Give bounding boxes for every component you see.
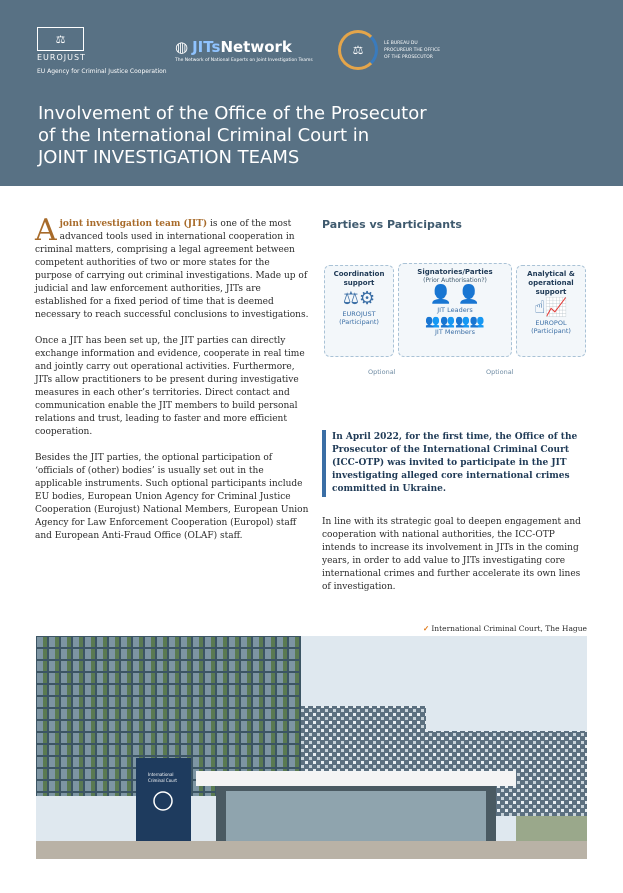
scales-icon: ⚖: [37, 27, 84, 51]
drop-cap: A: [35, 213, 57, 248]
icc-seal-icon: ⚖: [338, 30, 378, 70]
icc-otp-logo: [338, 30, 444, 70]
parties-diagram: [322, 261, 588, 401]
highlight-callout: In April 2022, for the first time, the Office of the Prosecutor of the International Criminal Court (ICC-OTP) was invited to participate in the JIT investigating alleged core international crimes committed in Ukraine.: [322, 430, 590, 497]
icc-otp-text: LE BUREAU DU PROCUREUR THE OFFICE OF THE PROSECUTOR: [384, 40, 441, 60]
title-line-2: of the International Criminal Court in: [38, 125, 370, 146]
optional-left-label: Optional: [368, 368, 396, 376]
coordination-box: [324, 265, 394, 357]
jit-members-icon: 👥👥👥👥: [425, 314, 485, 328]
jit-leaders-label: JIT Leaders: [437, 306, 473, 314]
jits-network-logo: [175, 38, 325, 63]
parties-title: Signatories/Parties: [417, 268, 493, 276]
jits-subtitle: The Network of National Experts on Joint Investigation Teams: [175, 58, 313, 63]
left-column: [35, 213, 309, 556]
icc-building-photo: [36, 636, 587, 859]
right-column: [322, 218, 588, 592]
analytical-box: [516, 265, 586, 357]
building-illustration: [36, 636, 587, 859]
page-title: [38, 103, 598, 169]
parties-box: [398, 263, 512, 357]
parties-subtitle: (Prior Authorisation?): [423, 277, 487, 284]
intro-paragraph: [35, 213, 309, 322]
europol-label: EUROPOL: [535, 319, 567, 327]
title-line-1: Involvement of the Office of the Prosecutor: [38, 103, 427, 124]
caption-text: International Criminal Court, The Hague: [431, 624, 587, 633]
intro-text: is one of the most advanced tools used in international cooperation in criminal matters, comprising a legal agreement between competent authorities of two or more states for the purpose of carrying out criminal investigations. Made up of judicial and law enforcement authorities, JITs are established for a fixed period of time that is deemed necessary to reach successful conclusions to investigations.: [35, 219, 309, 320]
optional-right-label: Optional: [486, 368, 514, 376]
header-banner: [0, 0, 623, 186]
jits-network-word: Network: [220, 38, 292, 56]
analytical-title: Analytical & operational support: [527, 270, 575, 296]
coordination-title: Coordination support: [333, 270, 385, 287]
sign-text-line: International: [148, 772, 174, 777]
globe-icon: ◍: [175, 38, 189, 56]
checkmark-icon: ✓: [423, 624, 430, 633]
photo-caption: [422, 624, 587, 633]
title-line-3: JOINT INVESTIGATION TEAMS: [38, 147, 300, 168]
eurojust-name: EUROJUST: [37, 53, 86, 62]
section-title: Parties vs Participants: [322, 218, 462, 231]
sign-text-line-2: Criminal Court: [148, 778, 177, 783]
scales-gears-icon: ⚖⚙: [342, 288, 376, 309]
paragraph-2: Once a JIT has been set up, the JIT parties can directly exchange information and evidence, cooperate in real time and jointly carry out operational activities. Furthermore, JITs allow practitioners to be present during investigative measures in each other’s territories. Direct contact and communication enable the JIT members to build personal relations and trust, leading to faster and more efficient cooperation.: [35, 336, 305, 437]
fingerprint-chart-icon: ☝📈: [534, 297, 568, 318]
eurojust-label: EUROJUST: [342, 310, 376, 318]
paragraph-3: Besides the JIT parties, the optional participation of ‘officials of (other) bodies’ is usually set out in the applicable instruments. Such optional participants include EU bodies, European Union Agency for Criminal Justice Cooperation (Eurojust) National Members, European Union Agency for Law Enforcement Cooperation (Europol) staff and European Anti-Fraud Office (OLAF) staff.: [35, 453, 309, 541]
europol-role: (Participant): [531, 327, 571, 335]
jit-leaders-icon: 👤 👤: [429, 284, 481, 305]
right-paragraph: In line with its strategic goal to deepen engagement and cooperation with national authorities, the ICC-OTP intends to increase its involvement in JITs in the coming years, in order to add value to JITs investigating core international crimes and further accelerate its own lines of investigation.: [322, 517, 581, 592]
eurojust-subtitle: EU Agency for Criminal Justice Cooperation: [37, 68, 167, 75]
jit-members-label: JIT Members: [435, 328, 475, 336]
eurojust-role: (Participant): [339, 318, 379, 326]
jits-name: JITs: [192, 38, 221, 56]
jit-term: joint investigation team (JIT): [59, 219, 208, 229]
eurojust-logo: [37, 27, 167, 75]
